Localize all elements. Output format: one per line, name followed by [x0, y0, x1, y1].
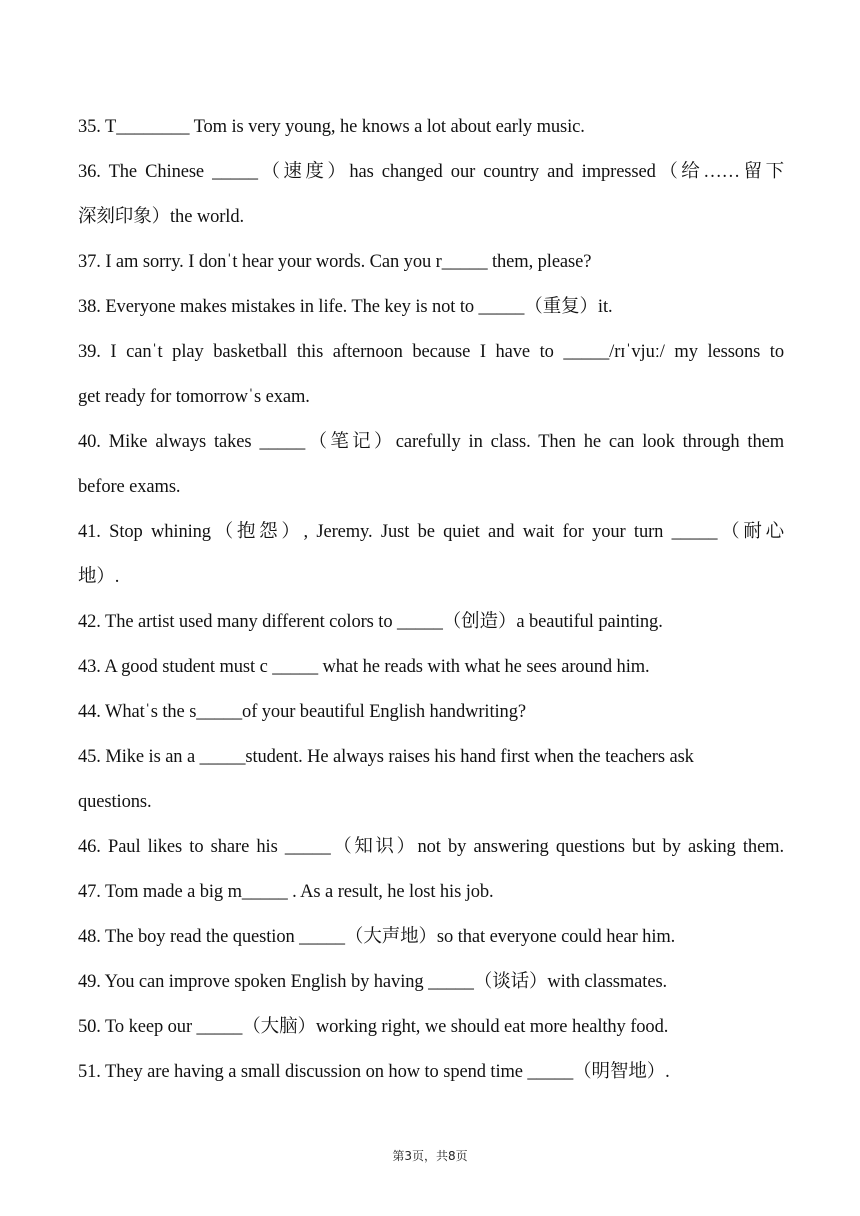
text-line: 地）. [78, 567, 120, 587]
text-line: 51. They are having a small discussion on how to spend time _____（明智地）. [78, 1062, 670, 1082]
text-line: 深刻印象）the world. [78, 207, 245, 227]
text-line: 45. Mike is an a _____student. He always raises his hand first when the teachers ask [78, 747, 694, 767]
text-line: 39. I canˈt play basketball this afternoon because I have to _____/rɪˈvjuː/ my lessons to [78, 342, 784, 362]
text-line: 50. To keep our _____（大脑）working right, we should eat more healthy food. [78, 1017, 669, 1037]
page-footer: 第3页，共8页 [392, 1149, 468, 1163]
text-line: 36. The Chinese _____（速度）has changed our country and impressed（给……留下 [78, 162, 784, 182]
text-line: get ready for tomorrowˈs exam. [78, 387, 310, 407]
text-line: 41. Stop whining（抱怨）, Jeremy. Just be quiet and wait for your turn _____（耐心 [78, 522, 784, 542]
text-line: 44. Whatˈs the s_____of your beautiful English handwriting? [78, 702, 526, 722]
text-line: before exams. [78, 477, 181, 497]
text-line: 49. You can improve spoken English by having _____（谈话）with classmates. [78, 972, 668, 992]
text-line: 37. I am sorry. I donˈt hear your words. Can you r_____ them, please? [78, 252, 592, 272]
exercise-list [78, 105, 784, 1095]
text-line: 40. Mike always takes _____（笔记）carefully in class. Then he can look through them [78, 432, 784, 452]
text-line: 35. T________ Tom is very young, he knows a lot about early music. [78, 117, 585, 137]
text-line: questions. [78, 792, 152, 812]
text-line: 38. Everyone makes mistakes in life. The key is not to _____（重复）it. [78, 297, 613, 317]
text-line: 46. Paul likes to share his _____（知识）not by answering questions but by asking them. [78, 837, 784, 857]
text-line: 43. A good student must c _____ what he reads with what he sees around him. [78, 657, 650, 677]
text-line: 47. Tom made a big m_____ . As a result, he lost his job. [78, 882, 494, 902]
text-line: 48. The boy read the question _____（大声地）so that everyone could hear him. [78, 927, 676, 947]
text-line: 42. The artist used many different colors to _____（创造）a beautiful painting. [78, 612, 663, 632]
